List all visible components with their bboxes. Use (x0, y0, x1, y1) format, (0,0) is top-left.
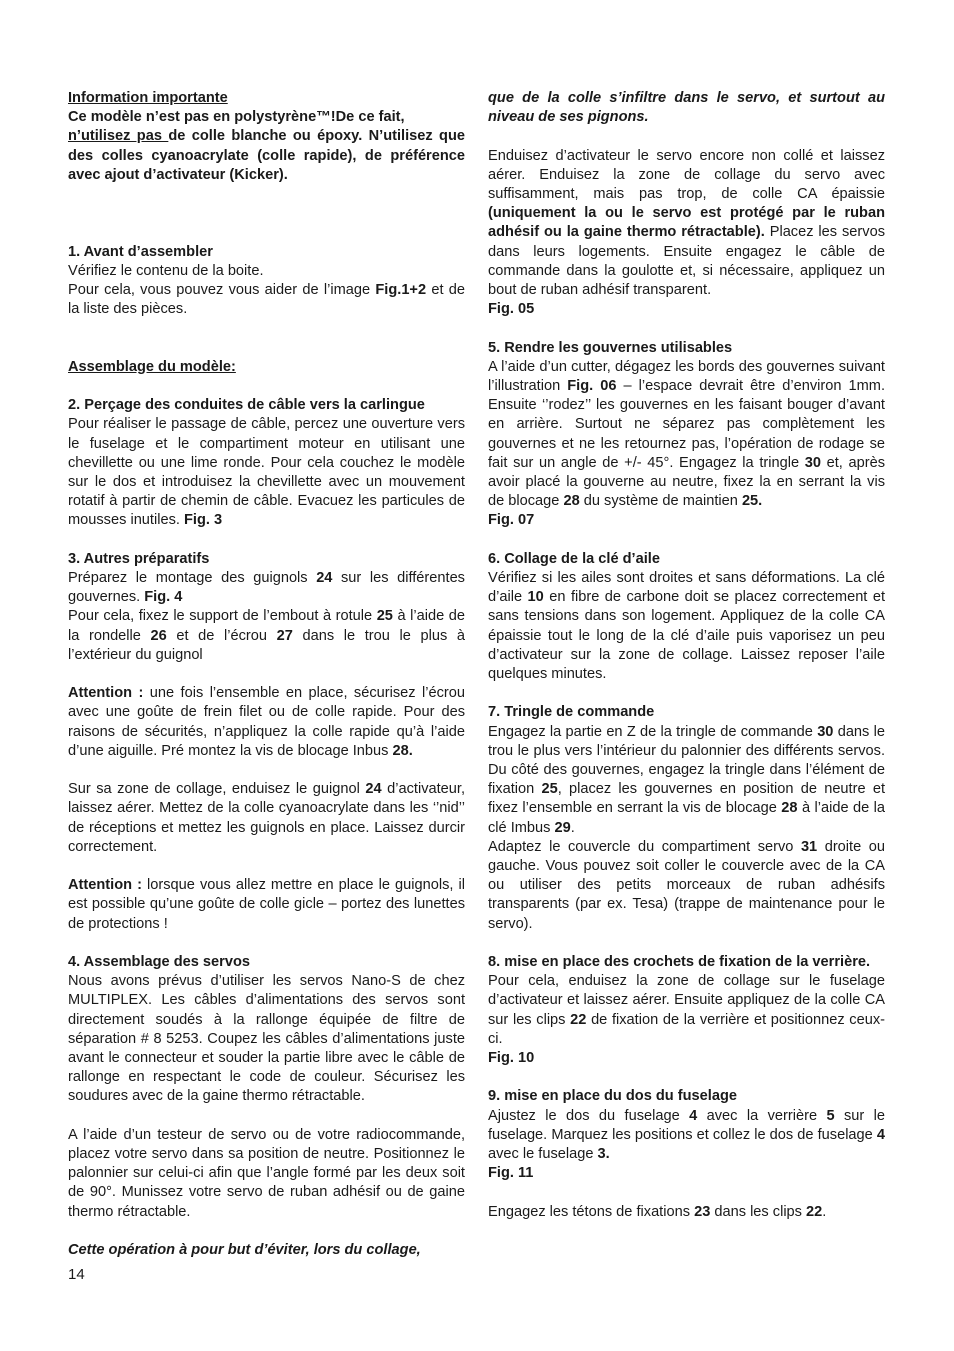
text-span: avec le fuselage (488, 1146, 598, 1163)
figure-11: Fig. 11 (488, 1165, 534, 1182)
section-9-title: 9. mise en place du dos du fuselage (488, 1088, 737, 1105)
part-number: 25. (741, 493, 763, 510)
figure-ref: Fig. 06 (567, 378, 617, 395)
text-span: avec la verrière (697, 1107, 827, 1124)
part-number: 22 (570, 1011, 587, 1028)
section-5-text (488, 358, 885, 512)
part-number: 28 (563, 493, 580, 510)
attention-label: Attention : (68, 685, 144, 702)
attention-1 (68, 684, 465, 761)
part-number: 27 (276, 627, 293, 644)
text-span: d’activateur, laissez aérer. Mettez de la colle cyanoacrylate dans les ‘’nid’’ de réceptions et mettez les guignols en place. Laissez durcir correctement. (68, 781, 465, 855)
section-9-text (488, 1107, 885, 1165)
part-number: 22 (806, 1203, 823, 1220)
figure-07: Fig. 07 (488, 512, 535, 529)
text-span: dans le trou le plus à l’extérieur du guignol (68, 627, 465, 663)
text-span: A l’aide d’un cutter, dégagez les bords des gouvernes suivant l’illustration (488, 358, 885, 395)
part-number: 5 (826, 1107, 835, 1124)
text-span: du système de maintien (579, 493, 742, 510)
section-5-title: 5. Rendre les gouvernes utilisables (488, 339, 733, 356)
figure-ref: Fig.1+2 (375, 282, 427, 298)
italic-continuation: que de la colle s’infiltre dans le servo, et surtout au niveau de ses pignons. (488, 90, 885, 126)
section-7-text (488, 723, 885, 838)
section-7-text-2 (488, 838, 885, 934)
figure-10: Fig. 10 (488, 1050, 535, 1067)
part-number: 25 (541, 781, 558, 798)
part-number: 10 (527, 589, 544, 606)
text-span: à l’aide de la clé Imbus (488, 800, 885, 836)
part-number: 3. (597, 1146, 610, 1163)
section-3-para-2 (68, 607, 465, 665)
text-span: Pour cela, vous pouvez vous aider de l’image (68, 282, 376, 298)
text-span: une fois l’ensemble en place, sécurisez l’écrou avec une goûte de frein filet ou de colle rapide. Pour des raisons de sécurités, n’appliquez la colle rapide qu’à l’aide d’une aiguille. Pré montez la vis de blocage Inbus (68, 685, 465, 759)
attention-label: Attention : (68, 877, 142, 894)
left-column (68, 89, 465, 1260)
part-number: 31 (800, 838, 818, 855)
text-span: . (822, 1203, 827, 1220)
text-span: dans le trou le plus vers l’intérieur du palonnier des différents servos. Du côté des gouvernes, engagez la tringle dans l’élément de fixation (488, 723, 885, 798)
section-2-title: 2. Perçage des conduites de câble vers la carlingue (68, 397, 425, 414)
part-number: 30 (817, 723, 834, 740)
text-span: . (570, 819, 575, 836)
text-span: et de l’écrou (166, 627, 277, 644)
info-text (68, 127, 465, 185)
part-number: 25 (376, 608, 393, 625)
info-rest: de colle blanche ou époxy. N’utilisez que des colles cyanoacrylate (colle rapide), de préférence avec ajout d’activateur (Kicker). (68, 128, 466, 183)
text-span: dans les clips (710, 1203, 807, 1220)
part-number: 4 (876, 1126, 885, 1143)
text-span: Vérifiez si les ailes sont droites et sans déformations. La clé d’aile (488, 570, 885, 606)
section-2-text (68, 415, 465, 530)
section-6-text (488, 569, 885, 684)
section-4-text: Nous avons prévus d’utiliser les servos Nano-S de chez MULTIPLEX. Les câbles d’alimentations des servos sont directement soudés à la rallonge équipée de filtre de séparation # 8 5253. Coupez les câbles d’alimentations juste avant le connecteur et souder la partie libre avec le câble de rallonge en respectant le code de couleur. Sécurisez les soudures avec de la gaine thermo rétractable. (68, 973, 465, 1105)
right-column (488, 89, 885, 1222)
figure-ref: Fig. 3 (184, 512, 223, 529)
text-span: Pour cela, fixez le support de l’embout à rotule (68, 608, 377, 625)
assembly-title: Assemblage du modèle: (68, 358, 236, 375)
text-span: Ajustez le dos du fuselage (488, 1107, 690, 1124)
text-span: Engagez les tétons de fixations (488, 1203, 695, 1220)
part-number: 26 (150, 627, 167, 644)
text-span: lorsque vous allez mettre en place le guignols, il est possible qu’une goûte de colle gicle – portez des lunettes de protections ! (68, 877, 466, 932)
text-span: Engagez la partie en Z de la tringle de commande (488, 723, 818, 740)
text-span: Adaptez le couvercle du compartiment servo (488, 838, 801, 855)
figure-ref: Fig. 4 (144, 589, 183, 606)
last-paragraph (488, 1203, 885, 1222)
bold-note: (uniquement la ou le servo est protégé par le ruban adhésif ou la gaine thermo rétractable). (488, 205, 885, 241)
info-title: Information importante (68, 90, 228, 106)
part-number: 23 (694, 1203, 711, 1220)
section-4-italic: Cette opération à pour but d’éviter, lors du collage, (68, 1242, 421, 1259)
part-number: 24 (316, 570, 333, 586)
text-span: Pour cela, enduisez la zone de collage sur le fuselage d’activateur et laissez aérer. Ensuite appliquez de la colle CA sur les clips (488, 973, 885, 1028)
text-span: droite ou gauche. Vous pouvez soit coller le couvercle avec de la CA ou utiliser des petits morceaux de ruban adhésifs transparents (par ex. Tesa) (trappe de maintenance pour le servo). (488, 838, 885, 932)
text-span: – l’espace devrait être d’environ 1mm. Ensuite ‘’rodez’’ les gouvernes en les faisant bouger d’avant en arrière. Surtout ne séparez pas complètement les gouvernes et ne les retournez pas, l’opération de rodage se fait sur un angle de +/- 45°. Engagez la tringle (488, 378, 885, 471)
glue-paragraph (68, 780, 465, 857)
text-span: à l’aide de la rondelle (68, 608, 466, 644)
part-number: 4 (689, 1107, 698, 1124)
text-span: Pour réaliser le passage de câble, percez une ouverture vers le fuselage et le compartiment moteur en utilisant une chevillette ou une lime ronde. Pour cela couchez le modèle sur le dos et introduisez la chevillette avec un mouvement rotatif à partir de chemin de câble. Evacuez les particules de mousses inutiles. (68, 416, 465, 529)
section-6-title: 6. Collage de la clé d’aile (488, 550, 660, 567)
figure-05: Fig. 05 (488, 301, 535, 318)
attention-2 (68, 876, 465, 934)
text-span: sur le fuselage. Marquez les positions et collez le dos de fuselage (488, 1107, 885, 1143)
text-span: sur les différentes gouvernes. (68, 570, 465, 606)
part-number: 28. (392, 742, 413, 759)
section-1-title: 1. Avant d’assembler (68, 243, 213, 260)
section-4-text-2: A l’aide d’un testeur de servo ou de votre radiocommande, placez votre servo dans sa position de neutre. Positionnez le palonnier sur celui-ci afin que l’angle formé par les deux soit de 90°. Munissez votre servo de ruban adhésif ou de gaine thermo rétractable. (68, 1126, 465, 1220)
text-span: Placez les servos dans leurs logements. Ensuite engagez le câble de commande dans la goulotte et, si nécessaire, appliquez un bout de ruban adhésif transparent. (488, 224, 885, 299)
part-number: 28 (781, 800, 798, 817)
text-span: Sur sa zone de collage, enduisez le guignol (68, 781, 366, 798)
section-1-line-2 (68, 281, 465, 319)
info-line-1: Ce modèle n’est pas en polystyrène™!De ce fait, (68, 109, 405, 126)
part-number: 29 (554, 819, 571, 836)
text-span: et, après avoir placé la gouverne au neutre, fixez la en serrant la vis de blocage (488, 454, 885, 510)
section-3-title: 3. Autres préparatifs (68, 550, 210, 567)
servo-glue-paragraph (488, 147, 885, 301)
text-span: Préparez le montage des guignols (68, 570, 317, 586)
part-number: 30 (804, 454, 821, 471)
text-span: de fixation de la verrière et positionnez ceux-ci. (488, 1011, 885, 1047)
section-4-title: 4. Assemblage des servos (68, 954, 250, 970)
section-8-title: 8. mise en place des crochets de fixation de la verrière. (488, 954, 871, 971)
section-7-title: 7. Tringle de commande (488, 704, 655, 721)
section-8-text (488, 972, 885, 1049)
info-underline: n’utilisez pas (68, 128, 169, 145)
text-span: Enduisez d’activateur le servo encore non collé et laissez aérer. Enduisez la zone de collage du servo avec suffisamment, mais pas trop, de colle CA épaissie (488, 147, 885, 202)
text-span: et de la liste des pièces. (68, 282, 466, 318)
part-number: 24 (365, 781, 382, 798)
text-span: , placez les gouvernes en position de neutre et fixez l’ensemble en serrant la vis de blocage (488, 781, 885, 817)
section-1-line-1: Vérifiez le contenu de la boite. (68, 262, 264, 279)
page-number: 14 (68, 1266, 85, 1283)
section-3-para-1 (68, 569, 465, 607)
text-span: en fibre de carbone doit se placez correctement et sans tensions dans son logement. Appliquez de la colle CA épaissie tout le long de la clé d’aile puis vaporisez un peu d’activateur sur la zone de collage. Laissez reposer l’aile quelques minutes. (488, 589, 885, 683)
